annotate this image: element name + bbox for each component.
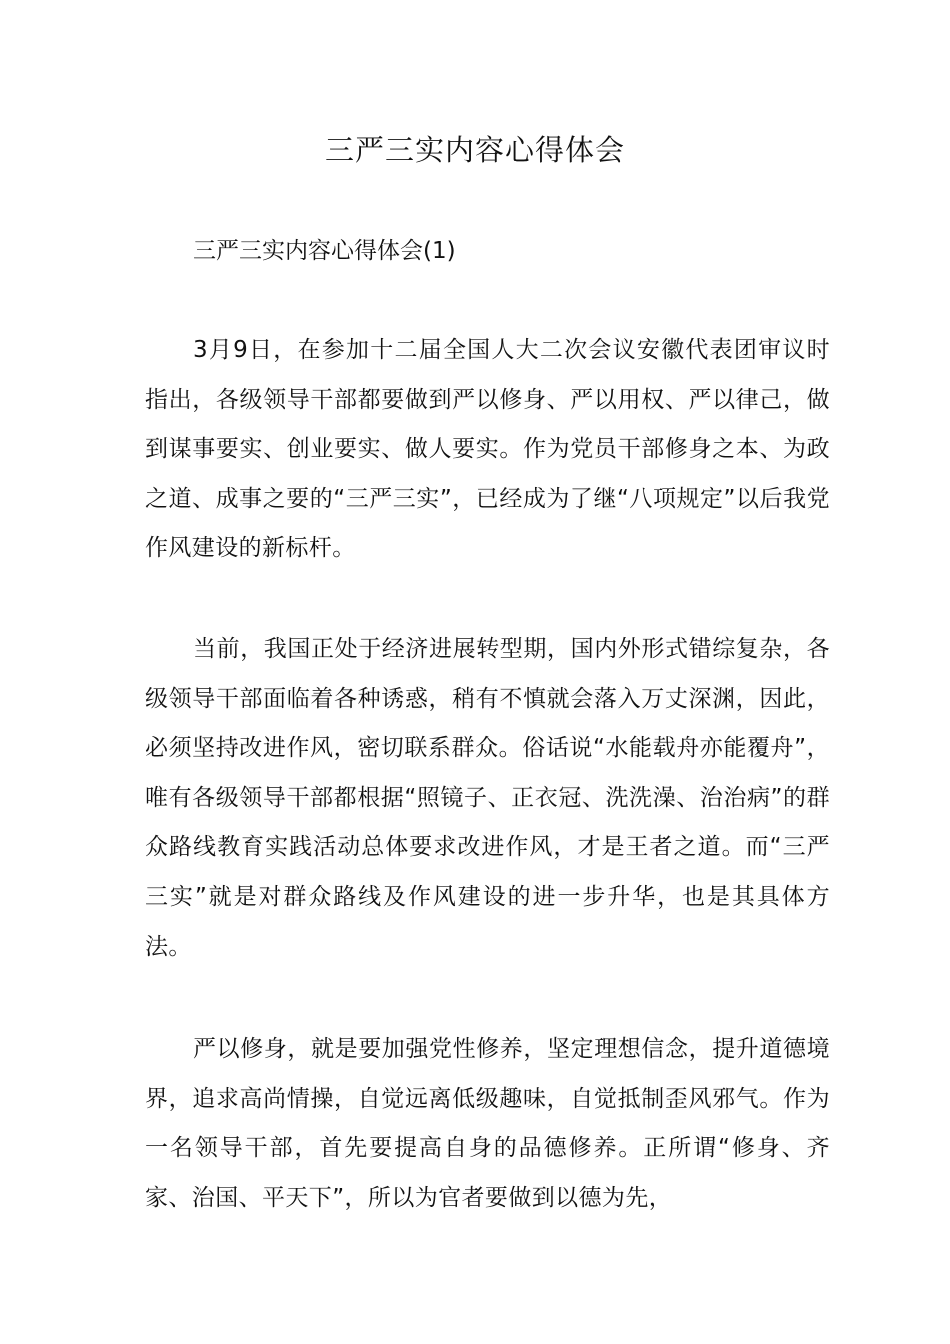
paragraph-3: 严以修身，就是要加强党性修养，坚定理想信念，提升道德境界，追求高尚情操，自觉远离低级趣味，自觉抵制歪风邪气。作为一名领导干部，首先要提高自身的品德修养。正所谓“修身、齐家、治国、平天下”，所以为官者要做到以德为先， <box>145 1036 830 1211</box>
document-title: 三严三实内容心得体会 <box>324 133 625 167</box>
paragraph-2: 当前，我国正处于经济进展转型期，国内外形式错综复杂，各级领导干部面临着各种诱惑，稍有不慎就会落入万丈深渊，因此，必须坚持改进作风，密切联系群众。俗话说“水能载舟亦能覆舟”，唯有各级领导干部都根据“照镜子、正衣冠、洗洗澡、治治病”的群众路线教育实践活动总体要求改进作风，才是王者之道。而“三严三实”就是对群众路线及作风建设的进一步升华，也是其具体方法。 <box>145 636 830 960</box>
paragraph-1: 3月9日，在参加十二届全国人大二次会议安徽代表团审议时指出，各级领导干部都要做到严以修身、严以用权、严以律己，做到谋事要实、创业要实、做人要实。作为党员干部修身之本、为政之道、成事之要的“三严三实”，已经成为了继“八项规定”以后我党作风建设的新标杆。 <box>145 337 830 562</box>
document-subtitle: 三严三实内容心得体会(1) <box>193 238 456 264</box>
